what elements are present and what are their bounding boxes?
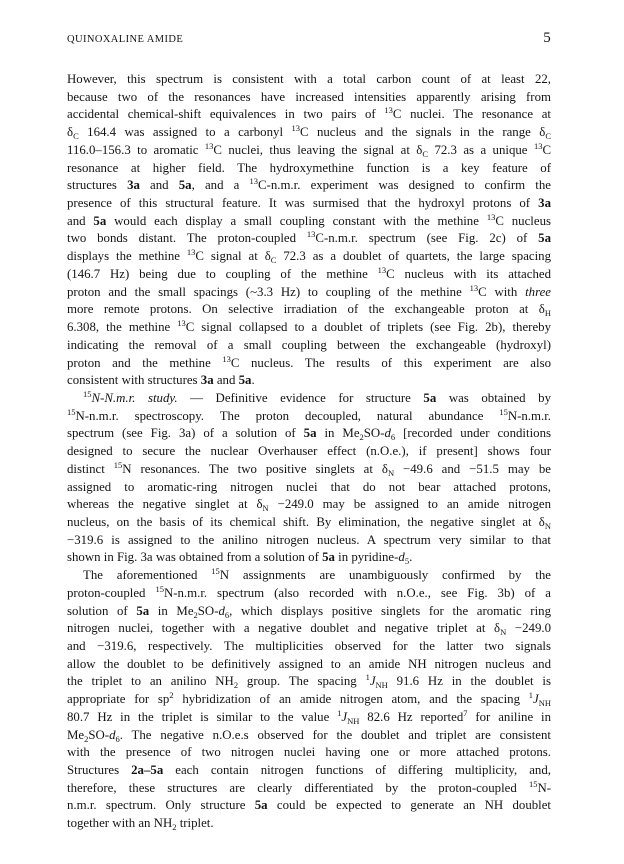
text-line: because two of the resonances have increased intensities apparently arising from [67,89,551,104]
text-line: presence of this structural feature. It was surmised that the hydroxyl protons of 3a [67,196,551,211]
text-line: allow the doublet to be definitively assigned to an amide NH nitrogen nucleus and [67,656,551,671]
text-line: $\delta_C$ 164.4 was assigned to a carbonyl $^{13}$C nucleus and the signals in the range $\delta_C$ [67,123,551,142]
text-line: spectrum (see Fig. 3a) of a solution of 5a in $Me_2SO-d_6$ [recorded under conditions [67,426,551,443]
page-number: 5 [543,30,551,46]
text-line: therefore, these structures are clearly differentiated by the proton-coupled $^{15}$N- [67,778,551,795]
text-line: structures 3a and 5a, and a $^{13}$C-n.m.r. experiment was designed to confirm the [67,176,551,193]
text-line: The aforementioned $^{15}$N assignments are unambiguously confirmed by the [83,566,551,583]
text-line: $^{15}$N-n.m.r. spectroscopy. The proton decoupled, natural abundance $^{15}$N-n.m.r. [67,406,551,423]
text-line: consistent with structures 3a and 5a. [67,373,255,388]
text-line: n.m.r. spectrum. Only structure 5a could be expected to generate an NH doublet [67,798,551,813]
text-line: proton-coupled $^{15}$N-n.m.r. spectrum (also recorded with n.O.e., see Fig. 3b) of a [67,583,551,600]
text-line: shown in Fig. 3a was obtained from a solution of 5a in pyridine-$d_5$. [67,550,413,567]
text-line: $Me_2SO-d_6$. The negative n.O.e.s observed for the doublet and triplet are consistent [67,727,551,744]
text-line: accidental chemical-shift equivalences in two pairs of $^{13}$C nuclei. The resonance at [67,105,551,122]
text-line: two bonds distant. The proton-coupled $^{13}$C-n.m.r. spectrum (see Fig. 2c) of 5a [67,229,552,246]
text-line: (146.7 Hz) being due to coupling of the methine $^{13}$C nucleus with its attached [67,264,551,281]
text-line: However, this spectrum is consistent with a total carbon count of at least 22, [67,72,551,86]
text-line: 116.0–156.3 to aromatic $^{13}$C nuclei, thus leaving the signal at $\delta_C$ 72.3 as a unique $^{13}$C [67,140,552,159]
text-line: resonance at higher field. The hydroxymethine function is a key feature of [67,160,551,175]
text-line: proton and the small spacings (~3.3 Hz) to coupling of the methine $^{13}$C with three [67,282,552,299]
text-line: together with an $NH_2$ triplet. [67,816,214,833]
text-line: appropriate for $sp^2$ hybridization of an amide nitrogen atom, and the spacing $^1J_{NH}$ [67,690,551,709]
journal-page [67,30,551,833]
text-line: and 5a would each display a small coupling constant with the methine $^{13}$C nucleus [67,211,551,228]
text-line: more remote protons. On selective irradiation of the exchangeable proton at $\delta_H$ [67,302,551,319]
text-line: Structures 2a–5a each contain nitrogen functions of differing multiplicity, and, [67,763,551,778]
text-line: 6.308, the methine $^{13}$C signal collapsed to a doublet of triplets (see Fig. 2b), thereby [67,318,551,335]
text-line: −319.6 is assigned to the anilino nitrogen nucleus. A spectrum very similar to that [67,532,551,547]
text-line: nitrogen nuclei, together with a negative doublet and negative triplet at $\delta_N -249.0$ [67,621,551,638]
text-line: indicating the removal of a small coupling between the exchangeable (hydroxyl) [67,337,551,352]
text-line: distinct $^{15}$N resonances. The two positive singlets at $\delta_N -49.6$ and −51.5 may be [67,459,552,478]
text-line: proton and the methine $^{13}$C nucleus. The results of this experiment are also [67,353,551,370]
text-line: solution of 5a in $Me_2SO-d_6$, which displays positive singlets for the aromatic ring [67,603,551,620]
text-line: the triplet to an anilino $NH_2$ group. The spacing $^1J_{NH}$ 91.6 Hz in the doublet is [67,672,551,691]
running-title: QUINOXALINE AMIDE [67,34,184,45]
text-line: whereas the negative singlet at $\delta_N -249.0$ may be assigned to an amide nitrogen [67,497,551,514]
text-line: 80.7 Hz in the triplet is similar to the value $^1J_{NH}$ 82.6 Hz reported$^7$ for aniline in [67,707,552,726]
text-line: displays the methine $^{13}$C signal at $\delta_C$ 72.3 as a doublet of quartets, the large spacing [67,247,552,266]
running-header [67,30,551,50]
text-line: and −319.6, respectively. The multiplicities observed for the latter two signals [67,639,551,653]
text-line: with the presence of two nitrogen nuclei having one or more attached protons. [67,745,551,760]
text-line: $^{15}$N-N.m.r. study. — Definitive evidence for structure 5a was obtained by [83,388,551,405]
paragraph-p2 [67,390,551,567]
text-line: assigned to aromatic-ring nitrogen nuclei that do not bear attached protons, [67,479,551,494]
paragraph-p3 [67,567,551,833]
text-line: designed to secure the nuclear Overhauser effect (n.O.e.), if present] shows four [67,444,551,459]
text-line: nucleus, on the basis of its chemical shift. By elimination, the negative singlet at $\delta_N$ [67,514,551,531]
paragraph-p1 [67,71,551,390]
article-body [67,71,551,833]
